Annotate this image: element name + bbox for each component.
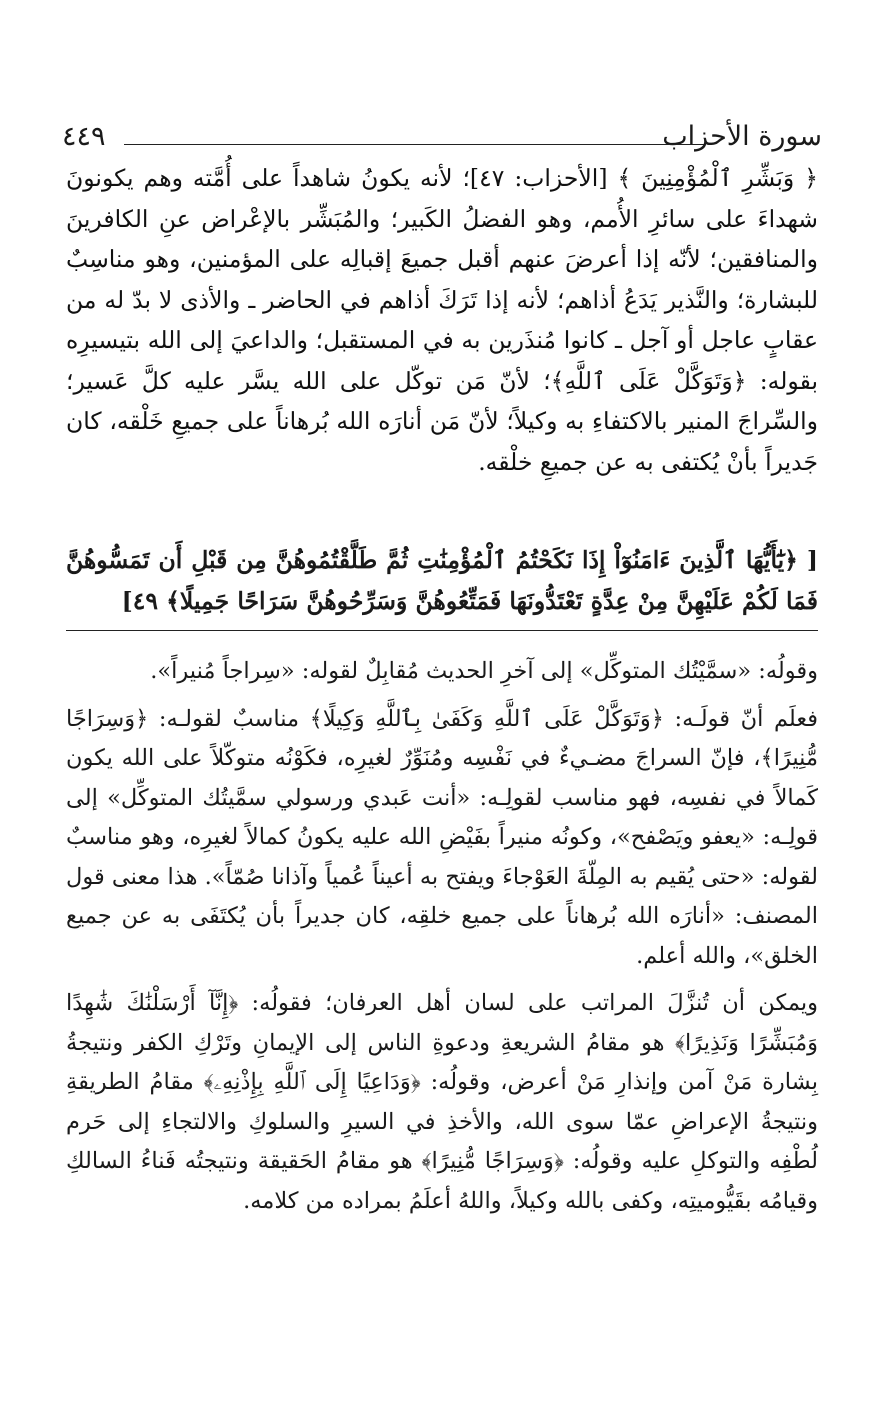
commentary-paragraph: ﴿ وَبَشِّرِ ٱلْمُؤْمِنِينَ ﴾ [الأحزاب: ٤٧]؛ لأنه يكونُ شاهداً على أُمَّته وهم يكونونَ شهداءَ على سائرِ الأُمم، وهو الفضلُ الكَبير؛ والمُبَشِّر بالإعْراض عنِ الكافرينَ والمنافقين؛ لأنّه إذا أعرضَ عنهم أقبل جميعَ إقبالِه على المؤمنين، وهو مناسِبٌ للبشارة؛ والنَّذير يَدَعُ أذاهم؛ لأنه إذا تَرَكَ أذاهم في الحاضر ـ والأذى لا بدّ له من عقابٍ عاجل أو آجل ـ كانوا مُنذَرين به في المستقبل؛ والداعيَ إلى الله بتيسيرِه بقوله: ﴿وَتَوَكَّلْ عَلَى ٱللَّهِ﴾؛ لأنّ مَن توكّل على الله يسَّر عليه كلَّ عَسير؛ والسِّراجَ المنير بالاكتفاءِ به وكيلاً؛ لأنّ مَن أنارَه الله بُرهاناً على جميعِ خَلْقه، كان جَديراً بأنْ يُكتفى به عن جميعِ خلْقه.: [66, 164, 818, 476]
page-header: [62, 112, 822, 160]
page-number: ٤٤٩: [62, 121, 106, 152]
footnote-paragraph: وقولُه: «سمَّيْتُك المتوكِّل» إلى آخرِ الحديث مُقابِلٌ لقوله: «سِراجاً مُنيراً».: [150, 658, 818, 684]
header-rule: [124, 144, 704, 145]
commentary-text: [66, 158, 818, 482]
surah-name: سورة الأحزاب: [662, 121, 822, 152]
footnote-paragraph: فعلَم أنّ قولَـه: ﴿وَتَوَكَّلْ عَلَى ٱللَّهِ وَكَفَىٰ بِٱللَّهِ وَكِيلًا﴾ مناسبٌ لقولـه: ﴿وَسِرَاجًا مُّنِيرًا﴾، فإنّ السراجَ مضـيءٌ في نَفْسِه ومُنَوِّرٌ لغيرِه، فكَوْنُه متوكّلاً على الله يكون كَمالاً في نفسِه، فهو مناسب لقولِـه: «أنت عَبدي ورسولي سمَّيتُك المتوكِّل» إلى قولِـه: «يعفو ويَصْفح»، وكونُه منيراً بفَيْضِ الله عليه يكونُ كمالاً لغيرِه، وهو مناسبٌ لقوله: «حتى يُقيم به المِلّةَ العَوْجاءَ ويفتح به أعيناً عُمياً وآذانا صُمّاً». هذا معنى قول المصنف: «أنارَه الله بُرهاناً على جميع خلقِه، كان جديراً بأن يُكتَفَى به عن جميع الخلق»، والله أعلم.: [66, 705, 818, 969]
footnote-text: [66, 652, 818, 1221]
quran-verse: [ ﴿يَٰٓأَيُّهَا ٱلَّذِينَ ءَامَنُوٓاْ إِذَا نَكَحْتُمُ ٱلْمُؤْمِنَٰتِ ثُمَّ طَلَّقْتُمُوهُنَّ مِن قَبْلِ أَن تَمَسُّوهُنَّ فَمَا لَكُمْ عَلَيْهِنَّ مِنْ عِدَّةٍ تَعْتَدُّونَهَا فَمَتِّعُوهُنَّ وَسَرِّحُوهُنَّ سَرَاحًا جَمِيلًا﴾ ٤٩]: [66, 546, 818, 615]
footnote-paragraph: ويمكن أن تُنزَّلَ المراتب على لسان أهل العرفان؛ فقولُه: ﴿إِنَّآ أَرْسَلْنَٰكَ شَٰهِدًا وَمُبَشِّرًا وَنَذِيرًا﴾ هو مقامُ الشريعةِ ودعوةِ الناس إلى الإيمانِ وتَرْكِ الكفر ونتيجةُ بِشارة مَنْ آمن وإنذارِ مَنْ أعرض، وقولُه: ﴿وَدَاعِيًا إِلَى ٱللَّهِ بِإِذْنِهِۦ﴾ مقامُ الطريقةِ ونتيجةُ الإعراضِ عمّا سوى الله، والأخذِ في السيرِ والسلوكِ والالتجاءِ إلى حَرم لُطْفِه والتوكلِ عليه وقولُه: ﴿وَسِرَاجًا مُّنِيرًا﴾ هو مقامُ الحَقيقة ونتيجتُه فَناءُ السالكِ وقيامُه بقَيُّوميتِه، وكفى بالله وكيلاً، واللهُ أعلَمُ بمراده من كلامه.: [66, 990, 818, 1214]
quran-verse-block: [66, 540, 818, 621]
section-divider: [66, 630, 818, 631]
